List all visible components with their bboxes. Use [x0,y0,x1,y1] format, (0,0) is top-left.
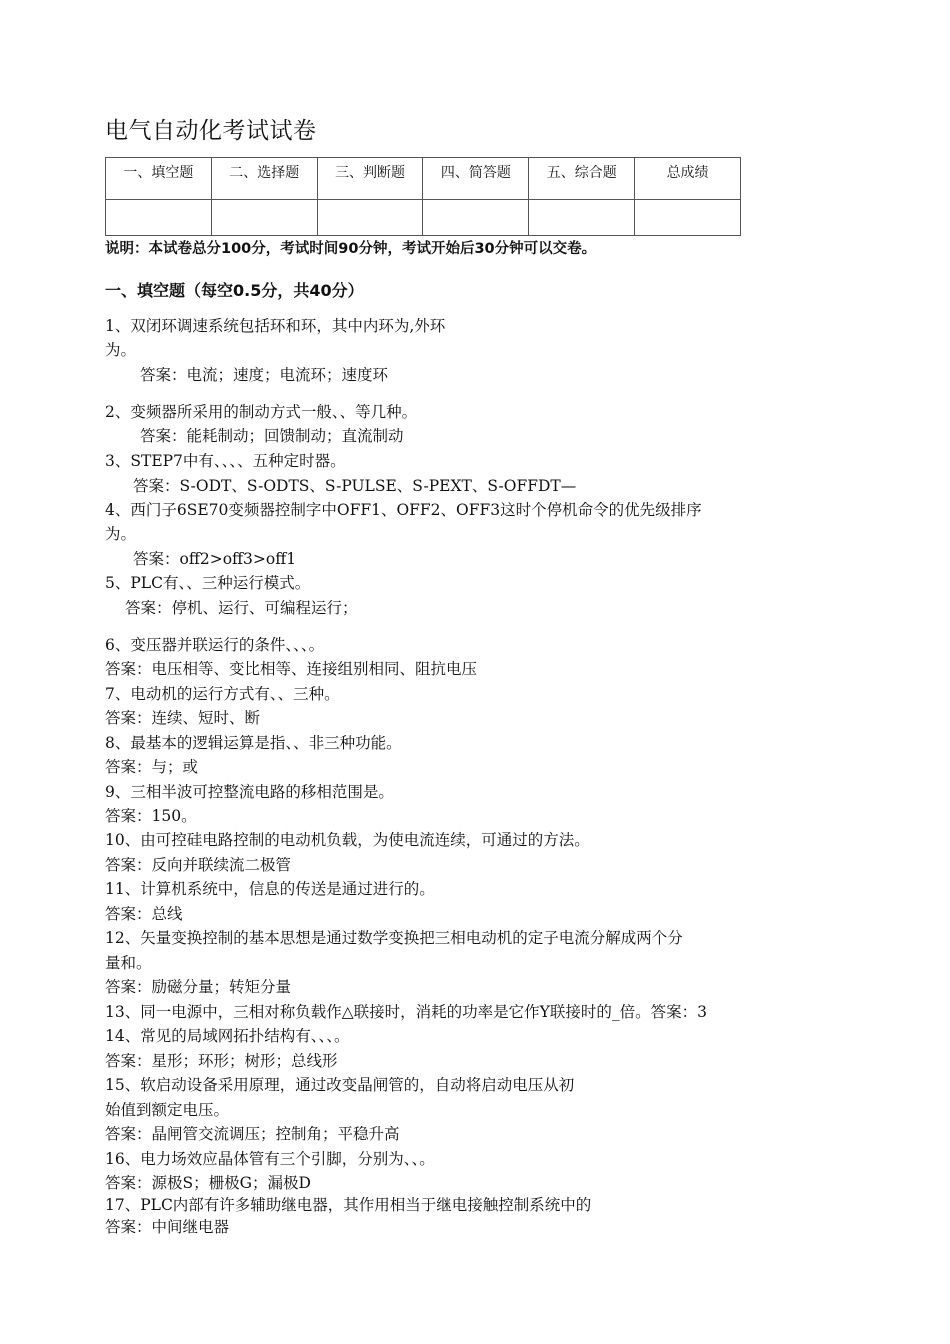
question-text: 14、常见的局域网拓扑结构有、、、。 [105,1027,350,1045]
score-cell [106,200,212,236]
question-text: 15、软启动设备采用原理，通过改变晶闸管的，自动将启动电压从初 [105,1076,575,1094]
score-table-header-row [106,158,741,200]
question-text: 12、矢量变换控制的基本思想是通过数学变换把三相电动机的定子电流分解成两个分 [105,929,683,947]
score-table-header: 二、选择题 [211,158,317,200]
score-table-header: 四、简答题 [423,158,529,200]
answer-text: 答案：与；或 [105,758,199,776]
answer-text: 答案：150。 [105,807,197,825]
exam-instructions: 说明：本试卷总分100分，考试时间90分钟，考试开始后30分钟可以交卷。 [105,241,597,257]
score-table-header: 一、填空题 [106,158,212,200]
page-title: 电气自动化考试试卷 [105,118,317,144]
question-text: 始值到额定电压。 [105,1101,230,1119]
score-cell [635,200,741,236]
question-text: 9、三相半波可控整流电路的移相范围是。 [105,783,394,801]
question-text: 13、同一电源中，三相对称负载作△联接时，消耗的功率是它作Y联接时的_倍。答案：3 [105,1003,707,1021]
answer-text: 答案：停机、运行、可编程运行； [125,599,358,617]
question-text: 17、PLC内部有许多辅助继电器，其作用相当于继电接触控制系统中的 [105,1196,592,1214]
answer-text: 答案：中间继电器 [105,1218,230,1236]
question-text: 为。 [105,341,137,359]
answer-text: 答案：晶闸管交流调压；控制角；平稳升高 [105,1125,400,1143]
score-table-score-row [106,200,741,236]
answer-text: 答案：源极S；栅极G；漏极D [105,1174,311,1192]
question-text: 16、电力场效应晶体管有三个引脚，分别为、、。 [105,1150,435,1168]
question-text: 5、PLC有、、三种运行模式。 [105,574,311,592]
answer-text: 答案：总线 [105,905,183,923]
answer-text: 答案：连续、短时、断 [105,709,261,727]
question-text: 4、西门子6SE70变频器控制字中OFF1、OFF2、OFF3这时个停机命令的优先级排序 [105,501,702,519]
answer-text: 答案：反向并联续流二极管 [105,856,292,874]
question-text: 1、双闭环调速系统包括环和环，其中内环为,外环 [105,317,446,335]
question-text: 7、电动机的运行方式有、、三种。 [105,685,340,703]
section-heading: 一、填空题（每空0.5分，共40分） [105,281,364,300]
score-cell [211,200,317,236]
score-cell [317,200,423,236]
question-text: 为。 [105,525,137,543]
question-text: 量和。 [105,954,152,972]
score-cell [423,200,529,236]
score-table-header: 三、判断题 [317,158,423,200]
question-text: 10、由可控硅电路控制的电动机负载，为使电流连续，可通过的方法。 [105,831,590,849]
score-table [105,157,741,236]
question-text: 3、STEP7中有、、、、五种定时器。 [105,452,346,470]
answer-text: 答案：off2>off3>off1 [133,550,297,568]
score-table-header: 五、综合题 [529,158,635,200]
question-text: 8、最基本的逻辑运算是指、、非三种功能。 [105,734,402,752]
answer-text: 答案：励磁分量；转矩分量 [105,978,292,996]
question-text: 6、变压器并联运行的条件、、、。 [105,636,325,654]
answer-text: 答案：S-ODT、S-ODTS、S-PULSE、S-PEXT、S-OFFDT— [133,477,577,495]
question-text: 2、变频器所采用的制动方式一般、、等几种。 [105,403,418,421]
answer-text: 答案：能耗制动；回馈制动；直流制动 [140,427,404,445]
answer-text: 答案：电流；速度；电流环；速度环 [140,366,389,384]
score-table-header: 总成绩 [635,158,741,200]
score-cell [529,200,635,236]
question-text: 11、计算机系统中，信息的传送是通过进行的。 [105,880,435,898]
answer-text: 答案：电压相等、变比相等、连接组别相同、阻抗电压 [105,660,478,678]
answer-text: 答案：星形；环形；树形；总线形 [105,1052,338,1070]
